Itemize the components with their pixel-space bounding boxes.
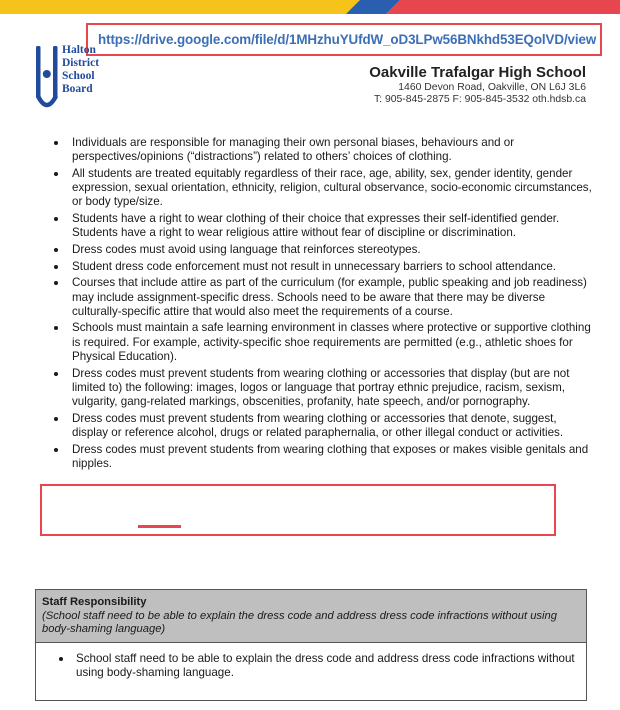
list-item: Students have a right to wear clothing of their choice that expresses their self-identified gender. Students have a right to wear religious attire without fear of discipline or discrimination. [40, 212, 592, 240]
list-item: Individuals are responsible for managing their own personal biases, behaviours and or perspectives/opinions (“distractions”) related to others’ choices of clothing. [40, 136, 592, 164]
board-logo-wordmark [62, 44, 99, 96]
school-contact: T: 905-845-2875 F: 905-845-3532 oth.hdsb.ca [373, 94, 586, 105]
list-item: Schools must maintain a safe learning environment in classes where protective or supportive clothing is required. For example, activity-specific shoe requirements are permitted (e.g., athletic shoes for Physical Education). [40, 321, 592, 364]
list-item: All students are treated equitably regardless of their race, age, ability, sex, gender identity, gender expression, sexual orientation, ethnicity, religion, cultural observance, socio-economic circumstances, or body type/size. [40, 167, 592, 210]
school-address: 1460 Devon Road, Oakville, ON L6J 3L6 [398, 82, 586, 93]
board-logo-figure-icon [34, 44, 60, 120]
staff-table-subtitle: (School staff need to be able to explain the dress code and address dress code infractions without using body-shaming language) [42, 609, 557, 635]
list-item: Student dress code enforcement must not result in unnecessary barriers to school attendance. [40, 260, 592, 274]
school-name: Oakville Trafalgar High School [369, 64, 586, 81]
dress-code-rules-list [40, 136, 592, 473]
board-logo [34, 44, 124, 124]
staff-table-body [36, 643, 586, 700]
list-item: Dress codes must prevent students from wearing clothing that exposes or makes visible genitals and nipples. [40, 443, 592, 471]
list-item: School staff need to be able to explain the dress code and address dress code infractions without using body-shaming language. [46, 652, 576, 680]
rule-highlight-box [40, 484, 556, 536]
list-item: Dress codes must prevent students from wearing clothing or accessories that denote, suggest, display or reference alcohol, drugs or related paraphernalia, or other illegal conduct or activities. [40, 412, 592, 440]
list-item: Dress codes must avoid using language that reinforces stereotypes. [40, 243, 592, 257]
staff-table-title: Staff Responsibility [42, 596, 147, 608]
top-color-stripe [0, 0, 620, 14]
list-item: Courses that include attire as part of the curriculum (for example, public speaking and job readiness) may include assignment-specific dress. Schools need to be aware that there may be diverse culturally-specific attire that would also meet the requirements of a course. [40, 276, 592, 319]
logo-line: Halton [62, 44, 96, 56]
staff-table-header [36, 590, 586, 643]
list-item: Dress codes must prevent students from wearing clothing or accessories that display (but are not limited to) the following: images, logos or language that portray ethnic prejudice, racism, sexism, vulgarity, gang-related markings, obscenities, profanity, hate speech, and/or pornography. [40, 367, 592, 410]
logo-line: Board [62, 83, 93, 95]
logo-line: District [62, 57, 100, 69]
document-url-link[interactable]: https://drive.google.com/file/d/1MHzhuYUfdW_oD3LPw56BNkhd53EQolVD/view [98, 32, 597, 47]
logo-line: School [62, 70, 95, 82]
word-underline-mark [138, 525, 181, 528]
school-info [369, 64, 586, 105]
url-highlight-box [86, 23, 602, 56]
staff-responsibility-table [35, 589, 587, 701]
